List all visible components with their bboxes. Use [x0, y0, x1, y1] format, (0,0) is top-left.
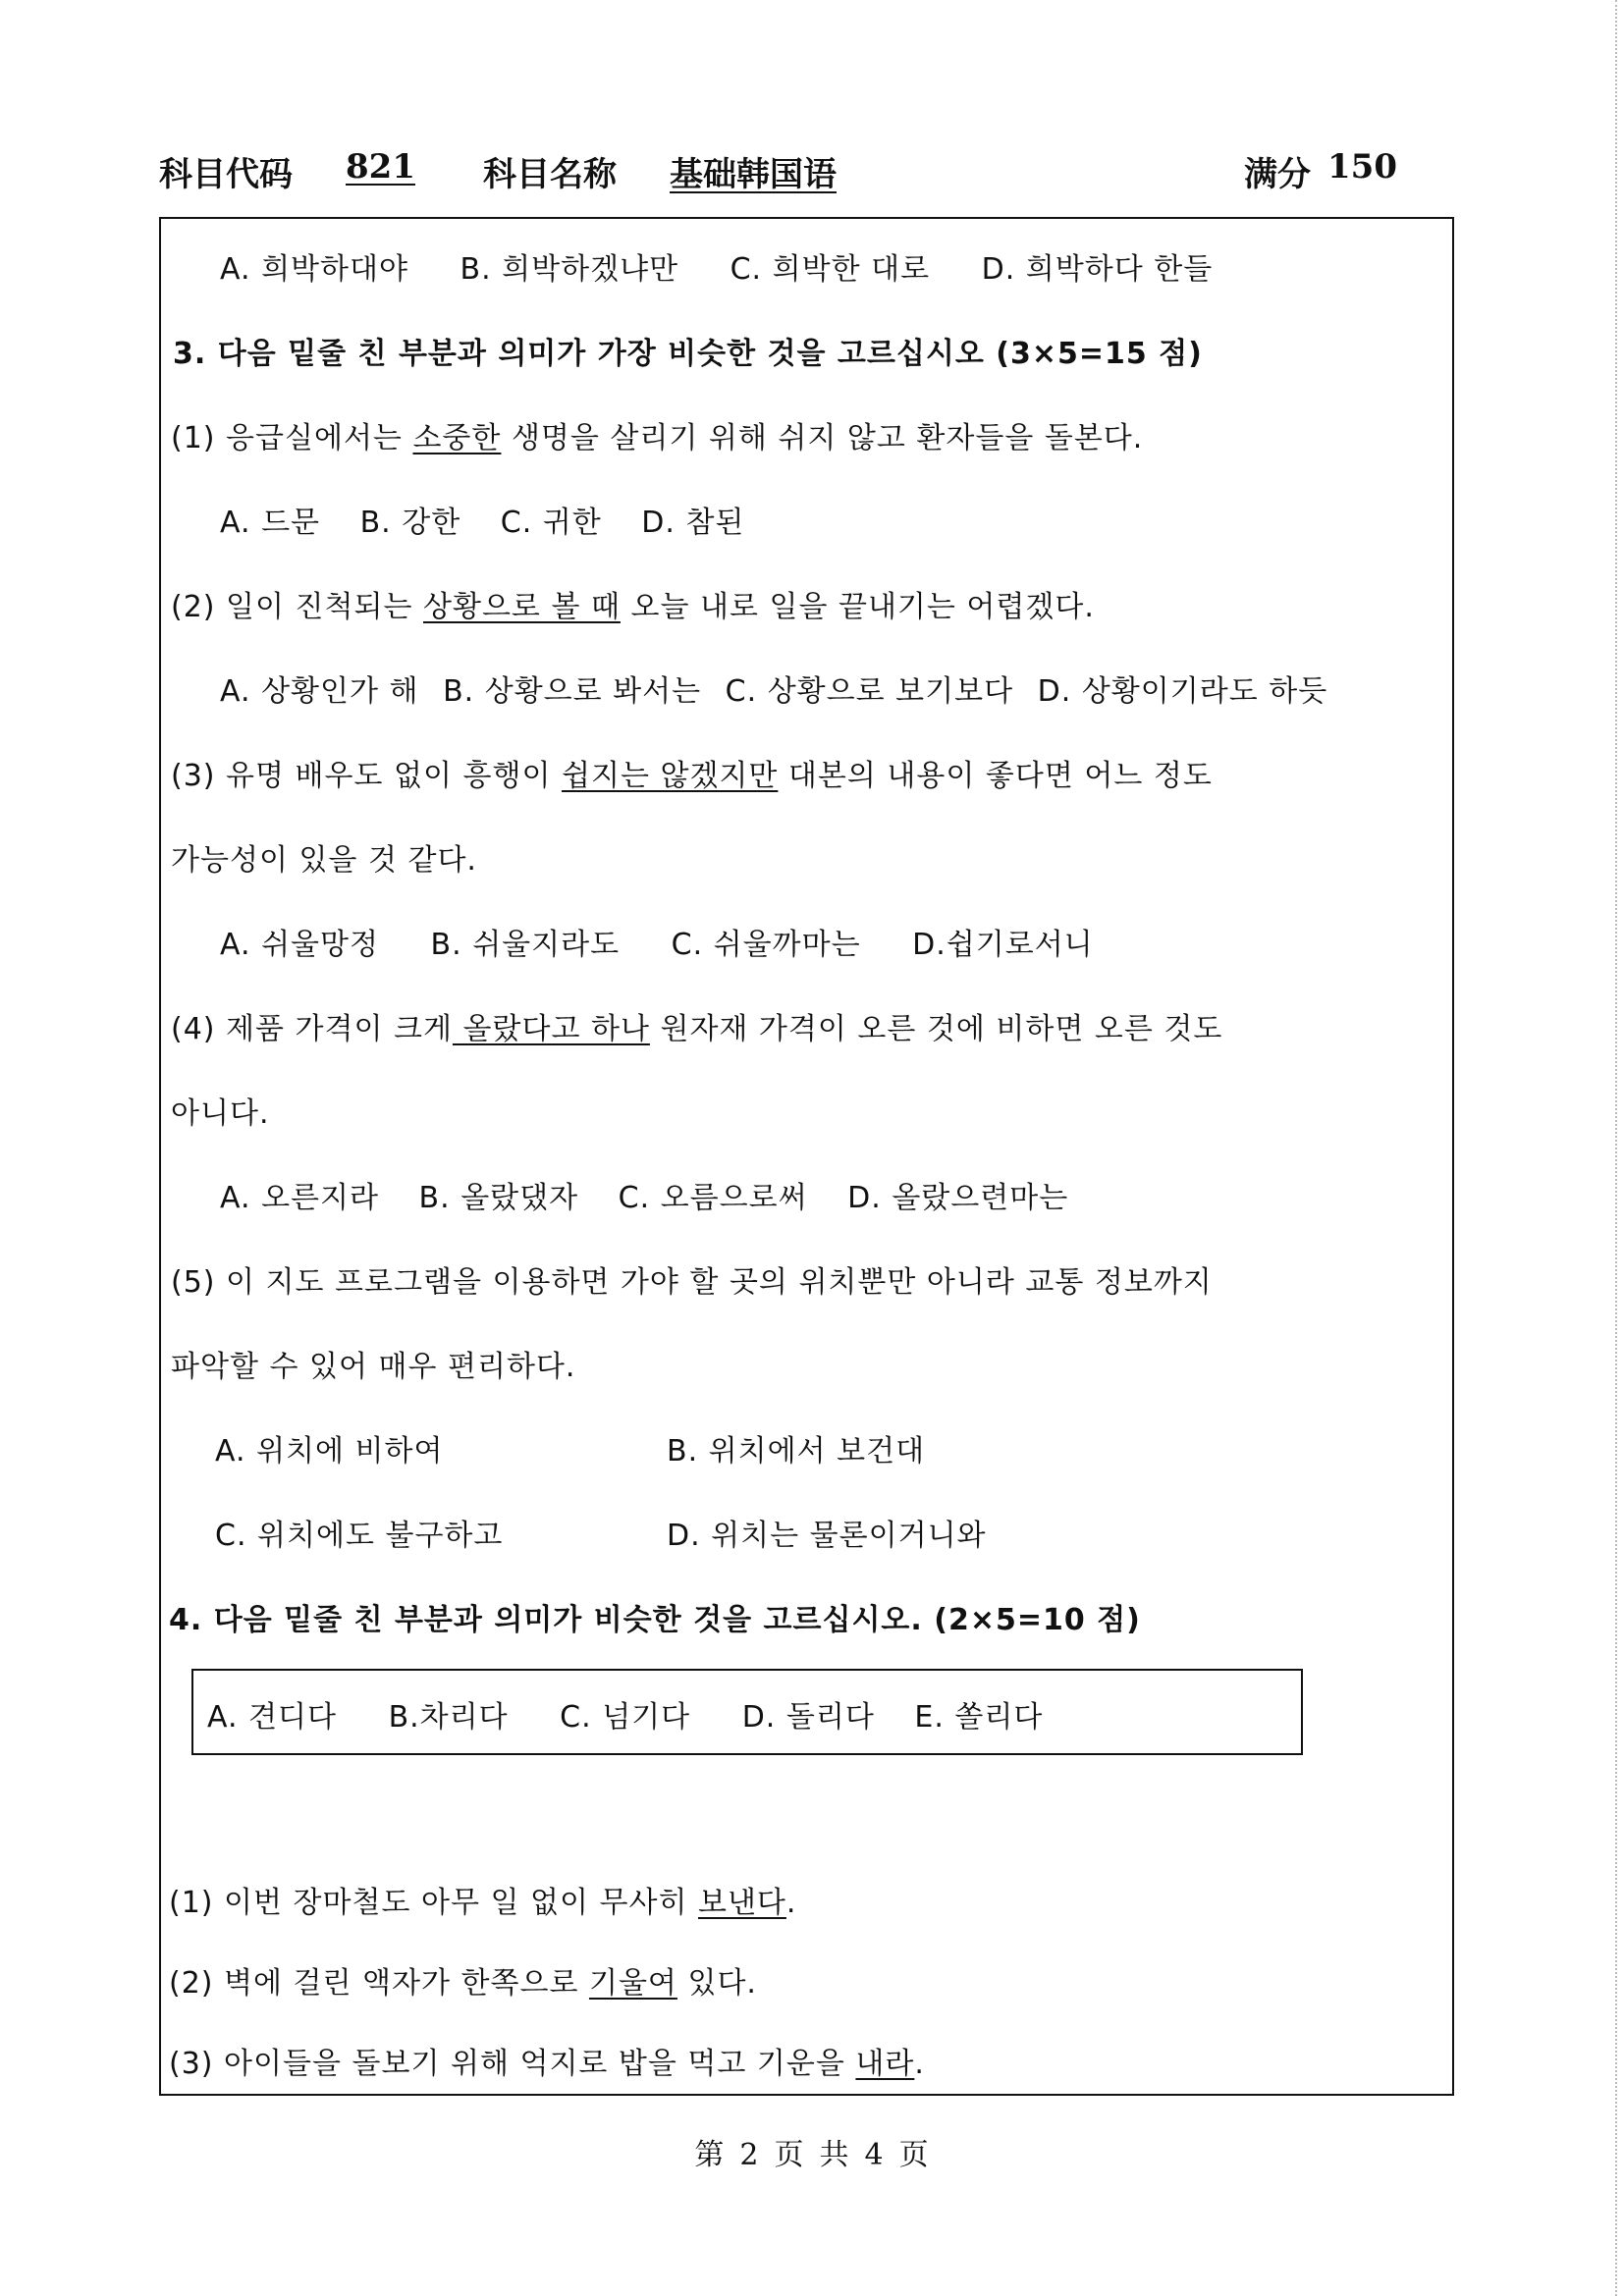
- q3-title: 3. 다음 밑줄 친 부분과 의미가 가장 비슷한 것을 고르십시오 (3×5=15 점): [173, 337, 1203, 371]
- q3-item-4-cont: 아니다.: [171, 1096, 270, 1131]
- scan-edge-artifact: [1613, 0, 1617, 2296]
- q3-item-5: (5) 이 지도 프로그램을 이용하면 가야 할 곳의 위치뿐만 아니라 교통 정보까지: [171, 1265, 1213, 1300]
- option: D. 희박하다 한들: [981, 252, 1214, 287]
- q3-item-4-options: [220, 1173, 1109, 1216]
- exam-header: [159, 147, 1397, 206]
- q4-item-2: (2) 벽에 걸린 액자가 한쪽으로 기울여 있다.: [169, 1966, 757, 2001]
- subject-code-value: 821: [346, 147, 415, 187]
- option: B.차리다: [388, 1700, 509, 1735]
- q2-options: [220, 244, 1254, 288]
- option: D.쉽기로서니: [912, 928, 1094, 962]
- option: C. 쉬울까마는: [671, 928, 861, 962]
- q3-item-5-option-b: B. 위치에서 보건대: [667, 1434, 926, 1468]
- option: D. 참된: [641, 506, 745, 540]
- full-score-label: 满分: [1244, 155, 1311, 194]
- q4-box-options: [207, 1692, 1084, 1735]
- option: D. 돌리다: [741, 1700, 875, 1735]
- total-pages: 4: [864, 2138, 884, 2172]
- option: A. 견디다: [207, 1700, 338, 1735]
- underlined-phrase: 소중한: [412, 421, 502, 455]
- subject-name-label: 科目名称: [483, 155, 617, 194]
- q3-item-5-option-c: C. 위치에도 불구하고: [215, 1519, 504, 1553]
- q3-item-5-option-d: D. 위치는 물론이거니와: [667, 1519, 987, 1553]
- option: B. 올랐댔자: [418, 1181, 579, 1215]
- option: C. 상황으로 보기보다: [725, 674, 1014, 709]
- option: D. 올랐으련마는: [847, 1181, 1069, 1215]
- underlined-phrase: 보낸다: [697, 1886, 786, 1920]
- option: B. 상황으로 봐서는: [443, 674, 702, 709]
- option: C. 오름으로써: [618, 1181, 808, 1215]
- q3-item-3: (3) 유명 배우도 없이 흥행이 쉽지는 않겠지만 대본의 내용이 좋다면 어느 정도: [171, 759, 1213, 793]
- q3-item-1-options: [220, 498, 785, 541]
- q3-item-5-option-a: A. 위치에 비하여: [215, 1434, 444, 1468]
- option: D. 상황이기라도 하듯: [1037, 674, 1328, 709]
- underlined-phrase: 기울여: [588, 1966, 677, 2001]
- option: C. 희박한 대로: [730, 252, 931, 287]
- q3-item-2-options: [220, 667, 1369, 710]
- option: B. 희박하겠냐만: [460, 252, 679, 287]
- underlined-phrase: 상황으로 볼 때: [422, 590, 621, 624]
- q3-item-3-options: [220, 920, 1135, 963]
- full-score-value: 150: [1327, 147, 1397, 187]
- q3-item-5-cont: 파악할 수 있어 매우 편리하다.: [171, 1350, 576, 1384]
- exam-content-box: [159, 217, 1454, 2096]
- option: E. 쏠리다: [914, 1700, 1044, 1735]
- option: A. 상황인가 해: [220, 674, 419, 709]
- q3-item-1: (1) 응급실에서는 소중한 생명을 살리기 위해 쉬지 않고 환자들을 돌본다.: [171, 421, 1144, 455]
- page-footer: 第 2 页 共 4 页: [694, 2138, 929, 2172]
- q4-item-3: (3) 아이들을 돌보기 위해 억지로 밥을 먹고 기운을 내라.: [169, 2047, 925, 2081]
- q4-item-1: (1) 이번 장마철도 아무 일 없이 무사히 보낸다.: [169, 1886, 797, 1920]
- q3-item-4: (4) 제품 가격이 크게 올랐다고 하나 원자재 가격이 오른 것에 비하면 오른 것도: [171, 1012, 1223, 1046]
- option: A. 희박하대야: [220, 252, 408, 287]
- underlined-phrase: 쉽지는 않겠지만: [561, 759, 779, 793]
- option: C. 넘기다: [560, 1700, 691, 1735]
- subject-name-value: 基础韩国语: [670, 155, 837, 194]
- q4-option-box: [191, 1669, 1303, 1755]
- option: A. 드문: [220, 506, 321, 540]
- option: A. 오른지라: [220, 1181, 379, 1215]
- underlined-phrase: 내라: [855, 2047, 915, 2081]
- q3-item-3-cont: 가능성이 있을 것 같다.: [171, 843, 477, 878]
- option: A. 쉬울망정: [220, 928, 379, 962]
- subject-code-label: 科目代码: [159, 155, 293, 194]
- q4-title: 4. 다음 밑줄 친 부분과 의미가 비슷한 것을 고르십시오. (2×5=10 점): [169, 1603, 1141, 1637]
- option: B. 강한: [359, 506, 461, 540]
- option: B. 쉬울지라도: [430, 928, 621, 962]
- underlined-phrase: 올랐다고 하나: [452, 1012, 650, 1046]
- q3-item-2: (2) 일이 진척되는 상황으로 볼 때 오늘 내로 일을 끝내기는 어렵겠다.: [171, 590, 1095, 624]
- option: C. 귀한: [500, 506, 602, 540]
- current-page: 2: [739, 2138, 759, 2172]
